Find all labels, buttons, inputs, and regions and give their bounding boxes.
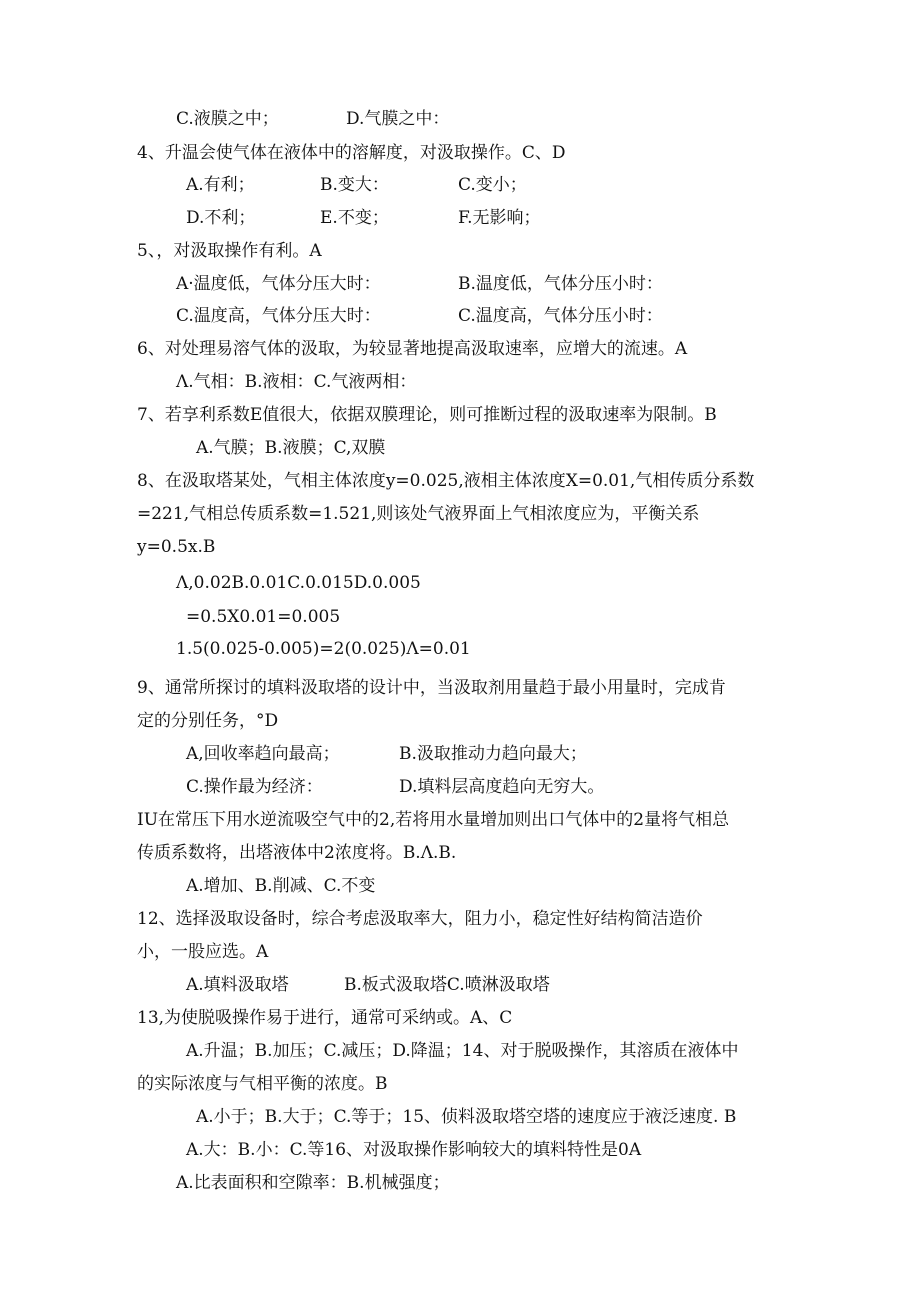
question-13: 13,为使脱吸操作易于进行，通常可采纳或。A、C <box>137 1008 513 1028</box>
q4-option-b: B.变大： <box>320 175 389 195</box>
question-8-line-2: =221,气相总传质系数=1.521,则该处气液界面上气相浓度应为，平衡关系 <box>137 504 700 524</box>
q15-options-and-question-16: A.大：B.小：C.等16、对汲取操作影响较大的填料特性是0A <box>186 1140 642 1160</box>
q8-calculation-2: 1.5(0.025-0.005)=2(0.025)Λ=0.01 <box>176 639 471 659</box>
q3-option-d: D.气膜之中： <box>346 109 450 129</box>
q9-option-a: A,回收率趋向最高； <box>186 744 340 764</box>
q8-calculation-1: =0.5X0.01=0.005 <box>186 607 341 627</box>
question-8-line-1: 8、在汲取塔某处，气相主体浓度y=0.025,液相主体浓度X=0.01,气相传质分系数 <box>137 471 755 491</box>
q5-option-b: B.温度低，气体分压小时： <box>458 274 663 294</box>
question-12-line-2: 小，一股应选。A <box>137 942 269 962</box>
q4-options-row-2 <box>186 207 606 229</box>
q7-options: A.气膜；B.液膜；C,双膜 <box>196 438 386 458</box>
question-10-line-2: 传质系数将，出塔液体中2浓度将。B.Λ.B. <box>137 843 457 863</box>
q4-option-e: E.不变； <box>320 208 389 228</box>
question-14-line-2: 的实际浓度与气相平衡的浓度。B <box>137 1074 388 1094</box>
q9-options-row-2 <box>186 776 686 798</box>
question-9-line-2: 定的分别任务，°D <box>137 711 279 731</box>
q12-option-bc: B.板式汲取塔C.喷淋汲取塔 <box>344 975 550 995</box>
question-12-line-1: 12、选择汲取设备时，综合考虑汲取率大，阻力小，稳定性好结构简洁造价 <box>137 909 703 929</box>
question-8-line-3: y=0.5x.B <box>137 537 216 557</box>
q9-option-d: D.填料层高度趋向无穷大。 <box>399 777 605 797</box>
q4-option-a: A.有利； <box>186 175 255 195</box>
q4-option-c: C.变小； <box>458 175 527 195</box>
q4-options-row-1 <box>186 174 606 196</box>
q8-options: Λ,0.02B.0.01C.0.015D.0.005 <box>176 573 421 593</box>
q4-option-d: D.不利； <box>186 208 256 228</box>
q3-options-row <box>176 108 450 130</box>
q12-options-row <box>186 974 606 996</box>
q5-options-row-1 <box>176 273 736 295</box>
question-6: 6、对处理易溶气体的汲取，为较显著地提高汲取速率，应增大的流速。A <box>137 339 688 359</box>
question-5: 5、，对汲取操作有利。A <box>137 241 322 261</box>
q10-options: A.增加、B.削减、C.不变 <box>186 876 376 896</box>
question-10-line-1: IU在常压下用水逆流吸空气中的2,若将用水量增加则出口气体中的2量将气相总 <box>137 810 730 830</box>
question-9-line-1: 9、通常所探讨的填料汲取塔的设计中，当汲取剂用量趋于最小用量时，完成肯 <box>137 678 726 698</box>
q14-options-and-question-15: A.小于；B.大于；C.等于；15、侦料汲取塔空塔的速度应于液泛速度. B <box>196 1107 737 1127</box>
q5-option-a: A·温度低，气体分压大时： <box>176 274 381 294</box>
q5-option-c1: C.温度高，气体分压大时： <box>176 306 381 326</box>
q6-options: Λ.气相：B.液相：C.气液两相： <box>176 372 417 392</box>
q12-option-a: A.填料汲取塔 <box>186 975 289 995</box>
q5-options-row-2 <box>176 305 736 327</box>
q5-option-c2: C.温度高，气体分压小时： <box>458 306 663 326</box>
q3-option-c: C.液膜之中； <box>176 109 279 129</box>
q4-option-f: F.无影响； <box>458 208 541 228</box>
q16-options: A.比表面积和空隙率：B.机械强度； <box>176 1173 450 1193</box>
question-7: 7、若享利系数E值很大，依据双膜理论，则可推断过程的汲取速率为限制。B <box>137 405 717 425</box>
q9-options-row-1 <box>186 743 686 765</box>
q9-option-c: C.操作最为经济： <box>186 777 323 797</box>
q13-options-and-question-14: A.升温；B.加压；C.减压；D.降温；14、对于脱吸操作，其溶质在液体中 <box>186 1041 739 1061</box>
q9-option-b: B.汲取推动力趋向最大； <box>399 744 587 764</box>
question-4: 4、升温会使气体在液体中的溶解度，对汲取操作。C、D <box>137 143 566 163</box>
